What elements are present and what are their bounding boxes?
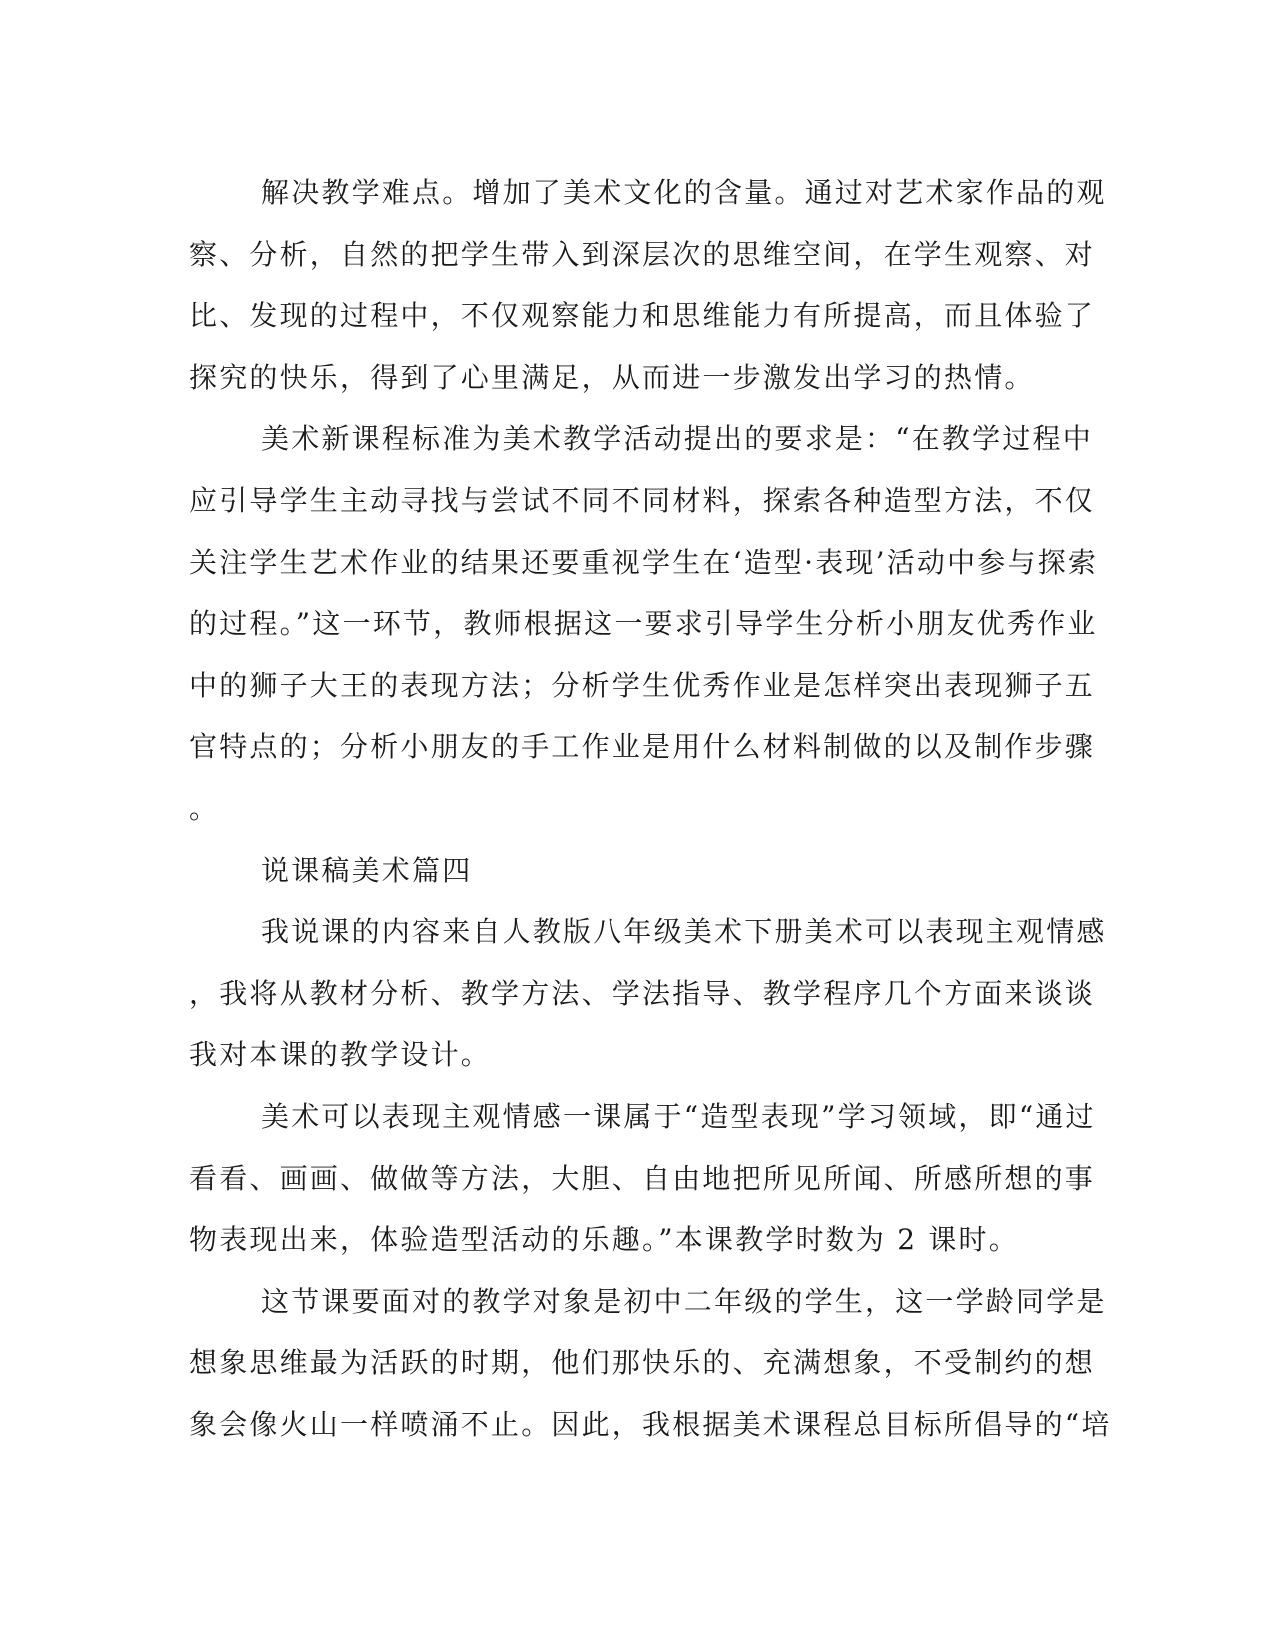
text-line: 我说课的内容来自人教版八年级美术下册美术可以表现主观情感: [261, 915, 1107, 949]
text-line: 比、发现的过程中，不仅观察能力和思维能力有所提高，而且体验了: [189, 299, 1096, 333]
text-line: 象会像火山一样喷涌不止。因此，我根据美术课程总目标所倡导的“培: [189, 1407, 1112, 1441]
section-heading: 说课稿美术篇四: [261, 853, 473, 887]
text-line: ，我将从教材分析、教学方法、学法指导、教学程序几个方面来谈谈: [189, 976, 1096, 1010]
text-line: 的过程。”这一环节，教师根据这一要求引导学生分析小朋友优秀作业: [189, 607, 1098, 641]
text-line: 这节课要面对的教学对象是初中二年级的学生，这一学龄同学是: [261, 1284, 1107, 1318]
text-line: 官特点的；分析小朋友的手工作业是用什么材料制做的以及制作步骤: [189, 730, 1096, 764]
text-line: 中的狮子大王的表现方法；分析学生优秀作业是怎样突出表现狮子五: [189, 668, 1096, 702]
text-line: 物表现出来，体验造型活动的乐趣。”本课教学时数为 2 课时。: [189, 1223, 1019, 1257]
text-line: 关注学生艺术作业的结果还要重视学生在‘造型·表现’活动中参与探索: [189, 545, 1099, 579]
text-line: 探究的快乐，得到了心里满足，从而进一步激发出学习的热情。: [189, 360, 1035, 394]
text-line: 美术新课程标准为美术教学活动提出的要求是：“在教学过程中: [261, 422, 1093, 456]
text-line: 察、分析，自然的把学生带入到深层次的思维空间，在学生观察、对: [189, 237, 1096, 271]
text-line: 解决教学难点。增加了美术文化的含量。通过对艺术家作品的观: [261, 176, 1107, 209]
text-line: 应引导学生主动寻找与尝试不同不同材料，探索各种造型方法，不仅: [189, 483, 1096, 517]
text-line: 我对本课的教学设计。: [189, 1038, 492, 1072]
text-line: 看看、画画、做做等方法，大胆、自由地把所见所闻、所感所想的事: [189, 1161, 1096, 1195]
text-line: 。: [189, 791, 220, 825]
text-line: 美术可以表现主观情感一课属于“造型表现”学习领域，即“通过: [261, 1099, 1096, 1133]
text-line: 想象思维最为活跃的时期，他们那快乐的、充满想象，不受制约的想: [189, 1346, 1096, 1380]
document-body: [189, 162, 1112, 1455]
